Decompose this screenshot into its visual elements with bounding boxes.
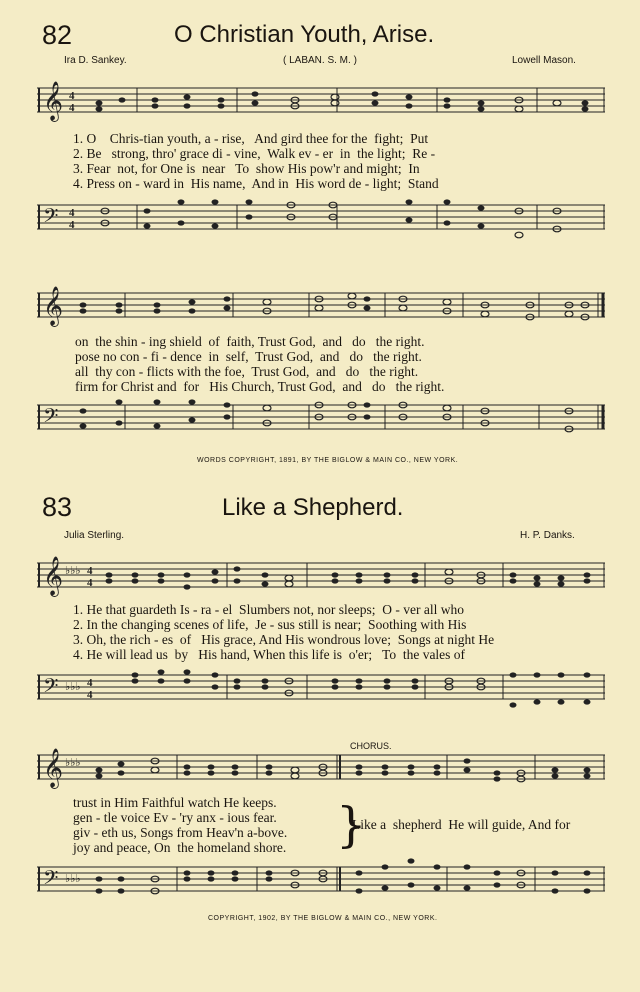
copyright-notice: COPYRIGHT, 1902, BY THE BIGLOW & MAIN CO., NEW YORK. xyxy=(208,915,438,922)
svg-text:♭♭♭: ♭♭♭ xyxy=(65,872,81,885)
svg-text:𝄞: 𝄞 xyxy=(43,748,64,788)
svg-text:♭♭♭: ♭♭♭ xyxy=(65,564,81,577)
lyrics-verse-4: 4. He will lead us by His hand, When this life is o'er; To the vales of xyxy=(73,647,466,662)
lyrics-verse-4: joy and peace, On the homeland shore. xyxy=(73,840,287,855)
lyrics-verse-4: 4. Press on - ward in His name, And in His word de - light; Stand xyxy=(73,176,439,191)
hymn-title: O Christian Youth, Arise. xyxy=(174,21,435,48)
copyright-notice: WORDS COPYRIGHT, 1891, BY THE BIGLOW & MAIN CO., NEW YORK. xyxy=(197,457,459,464)
composer-credit: H. P. Danks. xyxy=(520,530,575,541)
music-staff-bass xyxy=(37,193,605,243)
music-staff-bass xyxy=(37,855,605,905)
svg-text:4: 4 xyxy=(69,102,75,114)
music-staff-treble xyxy=(37,283,605,333)
svg-text:4: 4 xyxy=(69,207,75,219)
svg-text:𝄞: 𝄞 xyxy=(43,556,64,596)
author-credit: Ira D. Sankey. xyxy=(64,55,127,66)
svg-text:𝄢: 𝄢 xyxy=(43,866,59,894)
lyrics-verse-1: 1. O Chris-tian youth, a - rise, And gird thee for the fight; Put xyxy=(73,131,429,146)
chorus-lyrics: Like a shepherd He will guide, And for xyxy=(352,817,571,832)
svg-text:4: 4 xyxy=(69,219,75,231)
verse-brace: } xyxy=(336,797,367,853)
svg-text:𝄢: 𝄢 xyxy=(43,204,59,232)
lyrics-verse-1: trust in Him Faithful watch He keeps. xyxy=(73,795,277,810)
music-staff-bass xyxy=(37,663,605,713)
lyrics-verse-1: on the shin - ing shield of faith, Trust God, and do the right. xyxy=(75,334,425,349)
lyrics-verse-3: 3. Oh, the rich - es of His grace, And His wondrous love; Songs at night He xyxy=(73,632,495,647)
lyrics-verse-2: gen - tle voice Ev - 'ry anx - ious fear. xyxy=(73,810,277,825)
hymn-title: Like a Shepherd. xyxy=(222,494,404,521)
lyrics-verse-4: firm for Christ and for His Church, Trust God, and do the right. xyxy=(75,379,445,394)
tune-name: ( LABAN. S. M. ) xyxy=(283,55,357,66)
svg-text:𝄢: 𝄢 xyxy=(43,674,59,702)
lyrics-verse-2: pose no con - fi - dence in self, Trust God, and do the right. xyxy=(75,349,422,364)
music-staff-bass xyxy=(37,393,605,443)
hymn-number: 82 xyxy=(42,20,73,50)
author-credit: Julia Sterling. xyxy=(64,530,125,541)
music-staff-treble xyxy=(37,553,605,603)
lyrics-verse-2: 2. Be strong, thro' grace di - vine, Walk ev - er in the light; Re - xyxy=(73,146,436,161)
svg-text:4: 4 xyxy=(87,565,93,577)
svg-text:𝄢: 𝄢 xyxy=(43,404,59,432)
svg-text:4: 4 xyxy=(69,90,75,102)
lyrics-verse-3: giv - eth us, Songs from Heav'n a-bove. xyxy=(73,825,288,840)
chorus-label: CHORUS. xyxy=(350,741,392,751)
svg-text:4: 4 xyxy=(87,677,93,689)
svg-text:4: 4 xyxy=(87,577,93,589)
music-staff-treble xyxy=(37,78,605,128)
lyrics-verse-3: all thy con - flicts with the foe, Trust God, and do the right. xyxy=(75,364,419,379)
svg-text:♭♭♭: ♭♭♭ xyxy=(65,680,81,693)
composer-credit: Lowell Mason. xyxy=(512,55,576,66)
hymn-number: 83 xyxy=(42,492,73,522)
lyrics-verse-1: 1. He that guardeth Is - ra - el Slumbers not, nor sleeps; O - ver all who xyxy=(73,602,465,617)
svg-text:4: 4 xyxy=(87,689,93,701)
svg-text:𝄞: 𝄞 xyxy=(43,286,64,326)
lyrics-verse-3: 3. Fear not, for One is near To show His pow'r and might; In xyxy=(73,161,420,176)
music-staff-treble xyxy=(37,745,605,795)
lyrics-verse-2: 2. In the changing scenes of life, Je - sus still is near; Soothing with His xyxy=(73,617,467,632)
svg-text:𝄞: 𝄞 xyxy=(43,81,64,121)
svg-text:♭♭♭: ♭♭♭ xyxy=(65,756,81,769)
